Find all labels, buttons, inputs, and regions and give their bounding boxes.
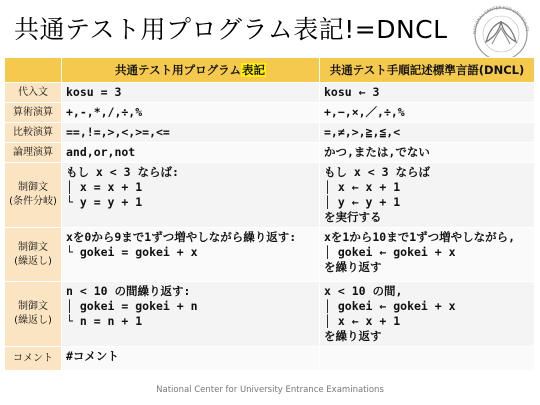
program-notation-cell-line: │ x = x + 1 (66, 180, 143, 194)
row-label-line: 算術演算 (13, 106, 53, 118)
dncl-cell-line: │ y ← y + 1 (324, 195, 401, 209)
dncl-cell (320, 228, 535, 282)
program-notation-cell-line: xを0から9まで1ずつ増やしながら繰り返す: (66, 230, 297, 244)
logo-text: NATIONAL CENTER FOR UNIVERSITY (471, 4, 530, 35)
row-label (5, 228, 62, 282)
dncl-cell-line: を実行する (324, 210, 382, 224)
dncl-cell-line: =,≠,>,≧,≦,< (324, 125, 401, 139)
dncl-cell-line: x < 10 の間, (324, 284, 403, 298)
dncl-cell (320, 83, 535, 103)
row-label (5, 282, 62, 347)
row-label-line: 制御文 (18, 241, 48, 253)
row-label-line: (繰返し) (14, 255, 52, 267)
row-label-line: 比較演算 (13, 126, 53, 138)
row-label-line: 代入文 (18, 86, 48, 98)
ncuee-logo (466, 2, 536, 62)
dncl-cell (320, 282, 535, 347)
header-program-notation (62, 58, 320, 83)
program-notation-cell-line: ==,!=,>,<,>=,<= (66, 125, 170, 139)
row-label-line: 論理演算 (13, 146, 53, 158)
dncl-cell-line: │ gokei ← gokei + x (324, 299, 456, 313)
row-label-line: 制御文 (18, 301, 48, 312)
dncl-cell-line: │ gokei ← gokei + x (324, 245, 456, 259)
program-notation-cell-line: n < 10 の間繰り返す: (66, 284, 191, 298)
row-label (5, 83, 62, 103)
program-notation-cell (62, 228, 320, 282)
program-notation-cell (62, 83, 320, 103)
program-notation-cell (62, 143, 320, 163)
row-label (5, 163, 62, 228)
dncl-cell-line: +,−,×,／,÷,% (324, 105, 405, 119)
dncl-cell-line: kosu ← 3 (324, 85, 380, 99)
program-notation-cell (62, 103, 320, 123)
header-program-notation-prefix: 共通テスト用プログラム (115, 63, 241, 77)
row-label (5, 347, 62, 371)
table-row (5, 83, 535, 103)
dncl-cell-line: かつ,または,でない (324, 145, 430, 159)
row-label (5, 143, 62, 163)
dncl-cell-line: もし x < 3 ならば (324, 165, 430, 179)
program-notation-cell-line: │ gokei = gokei + n (66, 299, 198, 313)
dncl-cell-line: │ x ← x + 1 (324, 314, 401, 328)
dncl-cell-line: │ x ← x + 1 (324, 180, 401, 194)
program-notation-cell-line: and,or,not (66, 145, 136, 159)
program-notation-cell (62, 282, 320, 347)
dncl-cell (320, 163, 535, 228)
dncl-cell-line: を繰り返す (324, 329, 382, 343)
row-label-line: 制御文 (18, 182, 48, 193)
program-notation-cell-line: #コメント (66, 349, 119, 363)
header-highlight: 表記 (241, 63, 265, 77)
row-label (5, 103, 62, 123)
footer-credit: National Center for University Entrance Examinations (156, 385, 384, 395)
dncl-cell (320, 143, 535, 163)
dncl-cell (320, 347, 535, 371)
table-row (5, 143, 535, 163)
table-row (5, 282, 535, 347)
row-label-line: (条件分岐) (9, 196, 57, 207)
program-notation-cell (62, 123, 320, 143)
page-title: 共通テスト用プログラム表記!=DNCL (14, 15, 448, 44)
comparison-table (4, 57, 535, 371)
table-row (5, 123, 535, 143)
table-row (5, 103, 535, 123)
program-notation-cell-line: もし x < 3 ならば: (66, 165, 179, 179)
program-notation-cell (62, 163, 320, 228)
program-notation-cell-line: └ gokei = gokei + x (66, 245, 198, 259)
row-label-line: コメント (13, 352, 53, 364)
dncl-cell (320, 123, 535, 143)
header-blank (5, 58, 62, 83)
program-notation-cell-line: +,-,*,/,÷,% (66, 105, 143, 119)
row-label (5, 123, 62, 143)
table-row (5, 228, 535, 282)
table-header-row (5, 58, 535, 83)
dncl-cell (320, 103, 535, 123)
program-notation-cell-line: └ n = n + 1 (66, 314, 143, 328)
table-row (5, 347, 535, 371)
header-dncl: 共通テスト手順記述標準言語(DNCL) (320, 58, 535, 83)
program-notation-cell-line: └ y = y + 1 (66, 195, 143, 209)
table-row (5, 163, 535, 228)
program-notation-cell-line: kosu = 3 (66, 85, 122, 99)
program-notation-cell (62, 347, 320, 371)
dncl-cell-line: を繰り返す (324, 260, 382, 274)
row-label-line: (繰返し) (14, 315, 52, 326)
dncl-cell-line: xを1から10まで1ずつ増やしながら, (324, 230, 516, 244)
